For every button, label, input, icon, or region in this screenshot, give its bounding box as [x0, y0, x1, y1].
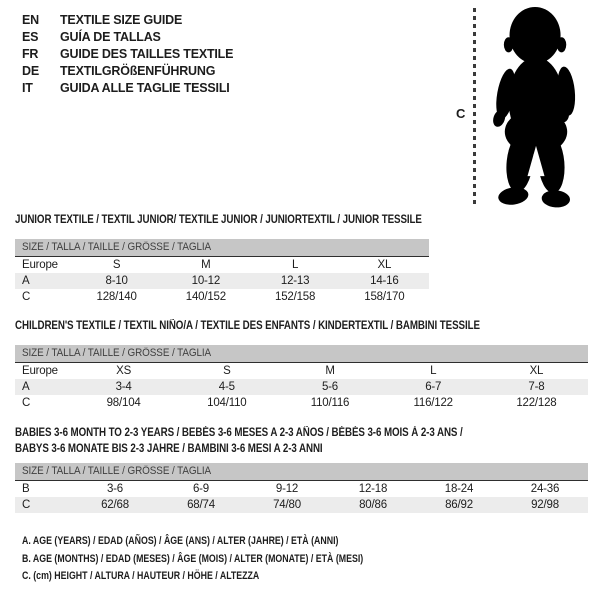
height-measure-label: C [456, 106, 466, 121]
size-header-label: SIZE / TALLA / TAILLE / GRÖSSE / TAGLIA [22, 465, 212, 477]
lang-label: GUIDA ALLE TAGLIE TESSILI [60, 81, 230, 95]
months-cell: 6-9 [192, 483, 210, 495]
months-cell: 3-6 [106, 483, 124, 495]
lang-row-en [22, 12, 233, 29]
row-label: A [22, 381, 30, 393]
lang-row-it [22, 80, 233, 97]
age-cell: 8-10 [105, 275, 128, 287]
height-cell: 152/158 [275, 291, 316, 303]
lang-code: DE [22, 64, 39, 78]
lang-label: TEXTILGRÖßENFÜHRUNG [60, 64, 216, 78]
months-cell: 18-24 [444, 483, 474, 495]
lang-code: EN [22, 13, 39, 27]
junior-textile-table [15, 213, 429, 305]
size-header-bar [15, 463, 588, 481]
size-cell: S [223, 365, 231, 377]
height-cell: 110/116 [310, 397, 350, 409]
table-row-months [15, 481, 588, 497]
height-dashed-line [473, 8, 476, 208]
height-cell: 68/74 [187, 499, 215, 511]
age-cell: 4-5 [218, 381, 235, 393]
toddler-silhouette-icon [483, 6, 589, 214]
language-title-list [22, 12, 233, 97]
size-cell: M [325, 365, 335, 377]
lang-label: TEXTILE SIZE GUIDE [60, 13, 183, 27]
size-cell: M [201, 259, 211, 271]
table-title-block [15, 425, 588, 457]
row-label: Europe [22, 259, 58, 271]
age-cell: 7-8 [528, 381, 545, 393]
size-cell: L [430, 365, 437, 377]
table-row-height [15, 497, 588, 513]
row-label: C [22, 499, 31, 511]
size-header-label: SIZE / TALLA / TAILLE / GRÖSSE / TAGLIA [22, 347, 212, 359]
legend [22, 533, 363, 586]
table-row-europe [15, 257, 429, 273]
table-row-europe [15, 363, 588, 379]
height-cell: 104/110 [207, 397, 247, 409]
height-cell: 116/122 [413, 397, 453, 409]
age-cell: 12-13 [280, 275, 310, 287]
table-title-line1: BABIES 3-6 MONTH TO 2-3 YEARS / BEBÉS 3-6 MESES A 2-3 AÑOS / BÉBÉS 3-6 MOIS À 2-3 ANS / [15, 427, 463, 439]
height-cell: 140/152 [185, 291, 226, 303]
height-cell: 128/140 [96, 291, 137, 303]
lang-row-fr [22, 46, 233, 63]
table-title-line2: BABYS 3-6 MONATE BIS 2-3 JAHRE / BAMBINI 3-6 MESI A 2-3 ANNI [15, 443, 323, 455]
row-label: B [22, 483, 30, 495]
height-cell: 62/68 [101, 499, 129, 511]
legend-line-c: C. (cm) HEIGHT / ALTURA / HAUTEUR / HÖHE / ALTEZZA [22, 570, 260, 582]
size-header-label: SIZE / TALLA / TAILLE / GRÖSSE / TAGLIA [22, 241, 212, 253]
months-cell: 24-36 [530, 483, 560, 495]
row-label: C [22, 291, 31, 303]
height-cell: 158/170 [364, 291, 405, 303]
size-cell: L [292, 259, 299, 271]
size-cell: XS [116, 365, 132, 377]
age-cell: 3-4 [115, 381, 132, 393]
height-cell: 92/98 [531, 499, 559, 511]
height-cell: 98/104 [106, 397, 141, 409]
table-row-height [15, 395, 588, 411]
size-header-bar [15, 239, 429, 257]
row-label: C [22, 397, 31, 409]
legend-line-a: A. AGE (YEARS) / EDAD (AÑOS) / ÂGE (ANS) / ALTER (JAHRE) / ETÀ (ANNI) [22, 535, 339, 547]
height-cell: 86/92 [445, 499, 473, 511]
age-cell: 10-12 [191, 275, 221, 287]
size-cell: XL [529, 365, 544, 377]
table-row-height [15, 289, 429, 305]
table-title: JUNIOR TEXTILE / TEXTIL JUNIOR/ TEXTILE JUNIOR / JUNIORTEXTIL / JUNIOR TESSILE [15, 214, 422, 226]
table-row-age [15, 273, 429, 289]
height-cell: 80/86 [359, 499, 387, 511]
lang-code: ES [22, 30, 39, 44]
table-row-age [15, 379, 588, 395]
size-cell: S [112, 259, 121, 271]
childrens-textile-table [15, 319, 588, 411]
months-cell: 12-18 [358, 483, 388, 495]
row-label: Europe [22, 365, 58, 377]
table-title: CHILDREN'S TEXTILE / TEXTIL NIÑO/A / TEXTILE DES ENFANTS / KINDERTEXTIL / BAMBINI TESSILE [15, 320, 480, 332]
height-cell: 74/80 [273, 499, 301, 511]
size-header-bar [15, 345, 588, 363]
lang-row-de [22, 63, 233, 80]
months-cell: 9-12 [275, 483, 299, 495]
lang-label: GUÍA DE TALLAS [60, 30, 161, 44]
age-cell: 5-6 [321, 381, 339, 393]
legend-line-b: B. AGE (MONTHS) / EDAD (MESES) / ÂGE (MOIS) / ALTER (MONATE) / ETÀ (MESI) [22, 552, 364, 565]
size-cell: XL [377, 259, 392, 271]
height-cell: 122/128 [516, 397, 557, 409]
lang-code: IT [22, 81, 33, 95]
babies-textile-table [15, 425, 588, 513]
height-figure [446, 4, 598, 216]
age-cell: 6-7 [425, 381, 442, 393]
lang-row-es [22, 29, 233, 46]
lang-code: FR [22, 47, 39, 61]
age-cell: 14-16 [370, 275, 399, 287]
row-label: A [22, 275, 30, 287]
lang-label: GUIDE DES TAILLES TEXTILE [60, 47, 234, 61]
